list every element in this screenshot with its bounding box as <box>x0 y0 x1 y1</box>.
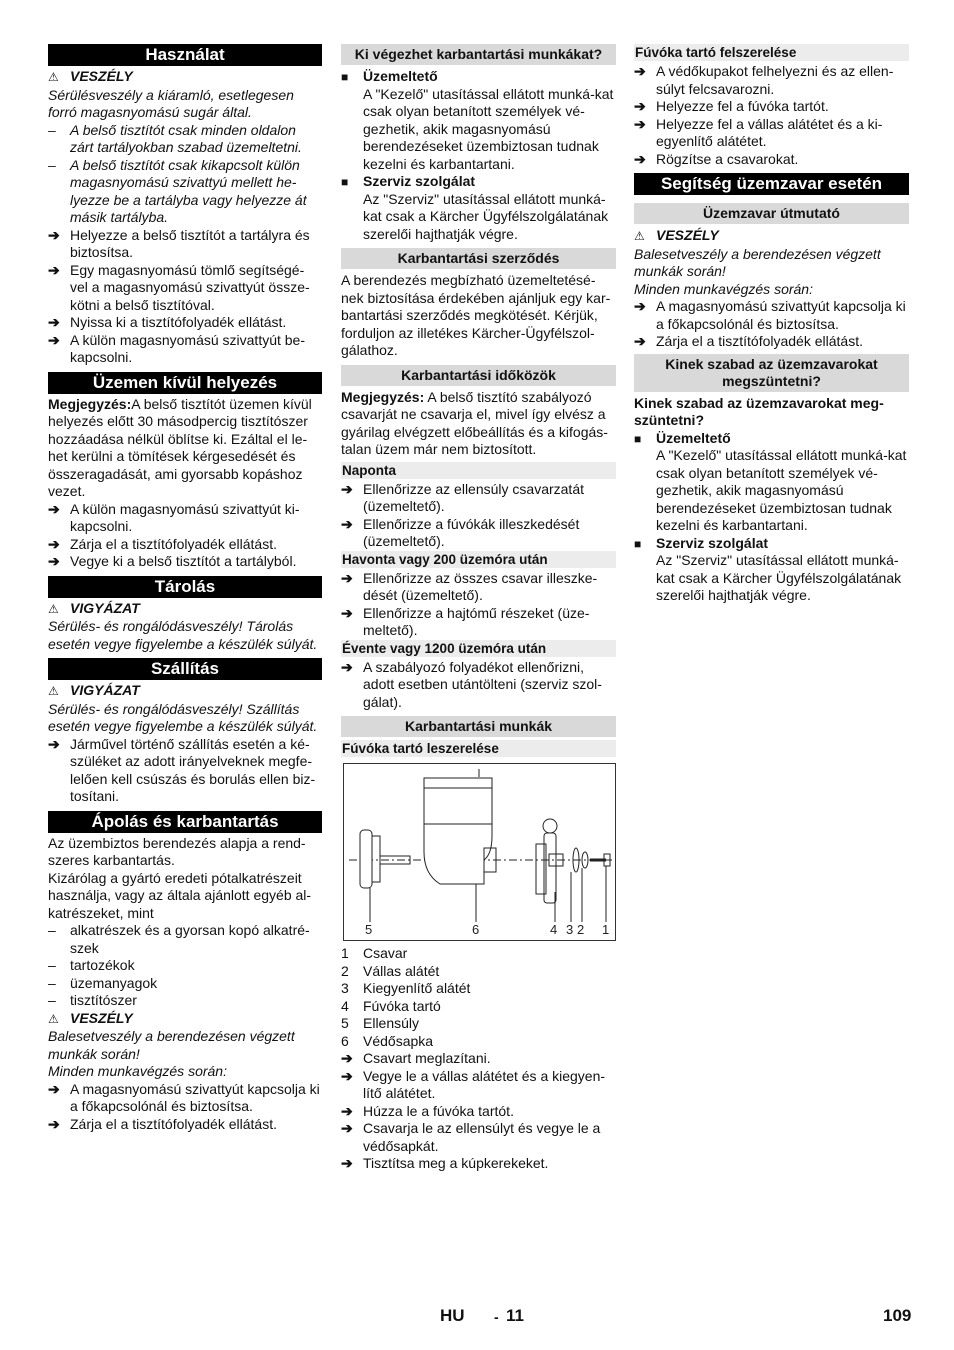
step-text: Húzza le a fúvóka tartót. <box>363 1102 514 1119</box>
dash-text: üzemanyagok <box>70 974 158 991</box>
step-text: Vegye le a vállas alátétet és a kiegyen-lítő alátétet. <box>363 1067 606 1101</box>
square-bullet-icon: ■ <box>634 431 642 446</box>
step-item <box>48 1116 322 1134</box>
nozzle-tip <box>543 819 557 833</box>
part-name: Kiegyenlítő alátét <box>363 980 471 996</box>
dash-item <box>48 992 322 1010</box>
figure-label: 6 <box>472 922 480 937</box>
step-text: Ellenőrizze az ellensúly csavarzatát (üzemeltető). <box>363 480 584 514</box>
warning-word: VESZÉLY <box>70 68 133 84</box>
square-bullet-icon: ■ <box>341 175 349 189</box>
warning-word: VESZÉLY <box>70 1009 133 1026</box>
note-text: A belső tisztító szabályozó csavarját ne csavarja el, mivel így elvész a gyárilag elvégzett előbeállítás és a kifogás-talan üzem már nem biztosított. <box>341 388 608 457</box>
footer-chapter-page: 11 <box>506 1306 524 1325</box>
warning-text: Sérülés- és rongálódásveszély! Tárolás esetén vegye figyelembe a készülék súlyát. <box>48 618 318 652</box>
part-name: Fúvóka tartó <box>363 997 441 1014</box>
section-title-hasznalat: Használat <box>48 44 322 66</box>
step-item <box>341 1103 616 1121</box>
role-text: A "Kezelő" utasítással ellátott munká-kat csak olyan betanított személyek vé-gezhetik, akik magasnyomású berendezéseket üzembiztosan tudnak kezelni és karbantartani. <box>656 447 907 533</box>
note-label: Megjegyzés: <box>48 395 132 412</box>
interval-heading: Havonta vagy 200 üzemóra után <box>341 551 616 568</box>
note-text: A belső tisztítót üzemen kívül helyezés előtt 30 másodpercig tisztítószer hozzáadása nélkül öblítse ki. Ezáltal el le-het kerülni a tömítések kérgesedését és összeragadását, ami gyorsabb kopáshoz vezet. <box>48 395 312 499</box>
dash-text: alkatrészek és a gyorsan kopó alkatré-szek <box>70 922 310 956</box>
subsection-title: Karbantartási munkák <box>341 716 616 737</box>
warning-triangle-icon: ⚠ <box>48 684 59 698</box>
dash-icon: – <box>48 992 56 1008</box>
procedure-heading: Fúvóka tartó felszerelése <box>634 44 909 61</box>
arrow-right-icon: ➔ <box>634 333 646 349</box>
step-text: Zárja el a tisztítófolyadék ellátást. <box>656 333 863 349</box>
part-number: 5 <box>341 1015 349 1031</box>
role-text: Az "Szerviz" utasítással ellátott munká-kat csak a Kärcher Ügyfélszolgálatának szerelői hajthatják végre. <box>656 552 902 603</box>
bold-question: Kinek szabad az üzemzavarokat meg-szüntetni? <box>634 394 884 428</box>
warning-label <box>48 68 322 87</box>
parts-list-item <box>341 945 616 963</box>
arrow-right-icon: ➔ <box>341 569 353 586</box>
part-number: 6 <box>341 1032 349 1049</box>
section-title-szallitas: Szállítás <box>48 658 322 680</box>
nozzle-holder-figure <box>343 763 616 941</box>
figure-label: 3 <box>566 922 574 937</box>
subsection-title: Karbantartási időközök <box>341 365 616 386</box>
part-number: 2 <box>341 962 349 979</box>
step-item <box>48 1081 322 1116</box>
part-number: 3 <box>341 980 349 996</box>
warning-label <box>634 227 909 246</box>
arrow-right-icon: ➔ <box>48 1080 60 1097</box>
parts-list-item <box>341 1015 616 1033</box>
parts-list-item <box>341 963 616 981</box>
subsection-title: Karbantartási szerződés <box>341 248 616 269</box>
arrow-right-icon: ➔ <box>341 658 353 675</box>
dash-item <box>48 922 322 957</box>
step-item <box>341 605 616 640</box>
dash-icon: – <box>48 121 56 138</box>
arrow-right-icon: ➔ <box>341 604 353 621</box>
warning-label <box>48 1010 322 1029</box>
step-text: A szabályozó folyadékot ellenőrizni, adott esetben utántölteni (szerviz szol-gálat). <box>363 658 602 710</box>
footer-language: HU <box>440 1306 465 1325</box>
figure-label: 4 <box>550 922 558 937</box>
arrow-right-icon: ➔ <box>341 1102 353 1119</box>
dash-text: A belső tisztítót csak minden oldalon zárt tartályokban szabad üzemeltetni. <box>70 121 302 155</box>
step-item <box>341 481 616 516</box>
step-text: A külön magasnyomású szivattyút ki-kapcsolni. <box>70 500 300 534</box>
step-item <box>341 570 616 605</box>
step-text: Járművel történő szállítás esetén a ké-szüléket az adott irányelveknek megfe-lelően kell csúszás és borulás ellen biz-tosítani. <box>70 735 316 804</box>
dash-icon: – <box>48 974 56 991</box>
step-text: Egy magasnyomású tömlő segítségé-vel a magasnyomású szivattyút össze-kötni a belső tisztítóval. <box>70 261 310 313</box>
warning-text: Sérülésveszély a kiáramló, esetlegesen forró magasnyomású sugár által. <box>48 86 294 120</box>
dash-item <box>48 957 322 975</box>
step-item <box>48 536 322 554</box>
parts-list-item <box>341 998 616 1016</box>
subsection-title: Kinek szabad az üzemzavarokat megszüntetni? <box>634 354 909 392</box>
warning-text: Minden munkavégzés során: <box>634 280 813 297</box>
dash-icon: – <box>48 156 56 173</box>
part-number: 4 <box>341 997 349 1014</box>
parts-list-item <box>341 980 616 998</box>
step-item <box>634 63 909 98</box>
footer-page-number: 109 <box>883 1306 912 1325</box>
protective-cap <box>424 778 492 884</box>
dash-item <box>48 157 322 227</box>
arrow-right-icon: ➔ <box>341 1155 353 1171</box>
square-bullet-icon: ■ <box>634 536 642 551</box>
arrow-right-icon: ➔ <box>48 261 60 278</box>
parts-list-item <box>341 1033 616 1051</box>
warning-text: Balesetveszély a berendezésen végzett munkák során! <box>634 245 881 279</box>
arrow-right-icon: ➔ <box>48 1115 60 1132</box>
warning-word: VIGYÁZAT <box>70 599 140 616</box>
step-item <box>48 501 322 536</box>
paragraph: Az üzembiztos berendezés alapja a rend-szeres karbantartás. <box>48 834 306 868</box>
warning-triangle-icon: ⚠ <box>48 1011 59 1026</box>
role-text: A "Kezelő" utasítással ellátott munká-kat csak olyan betanított személyek vé-gezhetik, akik magasnyomású berendezéseket üzembiztosan tudnak kezelni és karbantartani. <box>363 85 614 172</box>
part-name: Ellensúly <box>363 1015 420 1031</box>
step-item <box>634 98 909 116</box>
role-label: Szerviz szolgálat <box>656 534 769 551</box>
warning-word: VESZÉLY <box>656 227 719 243</box>
counterweight-ring <box>372 836 380 882</box>
step-text: Ellenőrizze a hajtómű részeket (üze-meltető). <box>363 604 590 638</box>
paragraph: A berendezés megbízható üzemeltetésé-nek biztosítása érdekében ajánljuk egy kar-bantartási szerződés megkötését. Kérjük, forduljon az illetékes Kärcher-Ügyfélszol-gálathoz. <box>341 272 611 358</box>
dash-icon: – <box>48 922 56 938</box>
subsection-title: Üzemzavar útmutató <box>634 203 909 224</box>
arrow-right-icon: ➔ <box>341 515 353 532</box>
figure-label: 2 <box>577 922 585 937</box>
dash-item <box>48 122 322 157</box>
step-text: Zárja el a tisztítófolyadék ellátást. <box>70 535 277 552</box>
step-text: Tisztítsa meg a kúpkerekeket. <box>363 1155 549 1171</box>
exploded-diagram <box>344 764 615 940</box>
arrow-right-icon: ➔ <box>341 1120 353 1136</box>
warning-label <box>48 600 322 619</box>
arrow-right-icon: ➔ <box>634 298 646 314</box>
step-text: Csavart meglazítani. <box>363 1050 491 1066</box>
dash-text: tisztítószer <box>70 992 137 1008</box>
step-item <box>341 516 616 551</box>
role-label: Üzemeltető <box>363 68 438 84</box>
arrow-right-icon: ➔ <box>341 1067 353 1084</box>
step-text: Ellenőrizze az összes csavar illeszke-dését (üzemeltető). <box>363 569 598 603</box>
dash-text: A belső tisztítót csak kikapcsolt külön magasnyomású szivattyú mellett he-lyezze be a tartályba vagy helyezze át másik tartályba. <box>70 156 307 225</box>
figure-label: 1 <box>602 922 610 937</box>
section-title-tarolas: Tárolás <box>48 576 322 598</box>
note-paragraph <box>341 389 616 459</box>
arrow-right-icon: ➔ <box>341 1050 353 1066</box>
dash-icon: – <box>48 957 56 973</box>
arrow-right-icon: ➔ <box>634 98 646 114</box>
subsection-title: Ki végezhet karbantartási munkákat? <box>341 44 616 65</box>
step-item <box>48 332 322 367</box>
warning-word: VIGYÁZAT <box>70 682 140 698</box>
step-text: A magasnyomású szivattyút kapcsolja ki a főkapcsolónál és biztosítsa. <box>70 1080 320 1114</box>
role-label: Üzemeltető <box>656 429 731 446</box>
step-item <box>48 553 322 571</box>
step-text: Helyezze a belső tisztítót a tartályra és biztosítsa. <box>70 226 310 260</box>
part-name: Vállas alátét <box>363 962 440 979</box>
section-title-uzemen-kivul: Üzemen kívül helyezés <box>48 372 322 394</box>
paragraph: Kizárólag a gyártó eredeti pótalkatrészeit használja, vagy az általa ajánlott egyéb al-katrészeket, mint <box>48 869 312 921</box>
column-2 <box>341 44 616 1173</box>
figure-label: 5 <box>365 922 373 937</box>
arrow-right-icon: ➔ <box>634 115 646 132</box>
warning-text: Sérülés- és rongálódásveszély! Szállítás esetén vegye figyelembe a készülék súlyát. <box>48 700 318 734</box>
warning-text: Balesetveszély a berendezésen végzett munkák során! <box>48 1028 295 1062</box>
arrow-right-icon: ➔ <box>48 331 60 348</box>
step-item <box>48 736 322 806</box>
step-item <box>48 314 322 332</box>
counterweight <box>360 830 372 888</box>
arrow-right-icon: ➔ <box>48 553 60 569</box>
step-text: Nyissa ki a tisztítófolyadék ellátást. <box>70 314 287 330</box>
note-paragraph <box>48 396 322 501</box>
note-label: Megjegyzés: <box>341 388 425 405</box>
step-item <box>48 227 322 262</box>
arrow-right-icon: ➔ <box>634 150 646 167</box>
step-text: A külön magasnyomású szivattyút be-kapcsolni. <box>70 331 306 365</box>
step-item <box>634 298 909 333</box>
procedure-heading: Fúvóka tartó leszerelése <box>341 740 616 757</box>
role-item <box>634 430 909 448</box>
step-item <box>341 1155 616 1173</box>
step-text: Helyezze fel a fúvóka tartót. <box>656 98 829 114</box>
arrow-right-icon: ➔ <box>48 314 60 330</box>
step-item <box>341 1120 616 1155</box>
step-item <box>634 333 909 351</box>
step-item <box>48 262 322 315</box>
warning-label <box>48 682 322 701</box>
step-text: Rögzítse a csavarokat. <box>656 150 799 167</box>
step-item <box>341 659 616 712</box>
section-title-segitseg: Segítség üzemzavar esetén <box>634 173 909 195</box>
step-text: A magasnyomású szivattyút kapcsolja ki a főkapcsolónál és biztosítsa. <box>656 298 906 332</box>
part-number: 1 <box>341 945 349 961</box>
step-item <box>634 116 909 151</box>
column-1 <box>48 44 322 1133</box>
step-item <box>341 1050 616 1068</box>
role-item <box>634 535 909 553</box>
section-title-apolas: Ápolás és karbantartás <box>48 811 322 833</box>
step-text: Zárja el a tisztítófolyadék ellátást. <box>70 1115 277 1132</box>
footer-separator: - <box>494 1309 499 1325</box>
interval-heading: Évente vagy 1200 üzemóra után <box>341 640 616 657</box>
part-name: Védősapka <box>363 1032 434 1049</box>
role-label: Szerviz szolgálat <box>363 173 476 189</box>
square-bullet-icon: ■ <box>341 70 349 84</box>
step-text: Vegye ki a belső tisztítót a tartályból. <box>70 553 297 569</box>
warning-text: Minden munkavégzés során: <box>48 1063 227 1079</box>
step-item <box>341 1068 616 1103</box>
column-3 <box>634 44 909 605</box>
dash-item <box>48 975 322 993</box>
step-text: A védőkupakot felhelyezni és az ellen-súlyt felcsavarozni. <box>656 63 894 97</box>
dash-text: tartozékok <box>70 957 135 973</box>
arrow-right-icon: ➔ <box>48 535 60 552</box>
arrow-right-icon: ➔ <box>48 500 60 517</box>
warning-triangle-icon: ⚠ <box>48 601 59 616</box>
step-text: Csavarja le az ellensúlyt és vegye le a védősapkát. <box>363 1120 601 1154</box>
arrow-right-icon: ➔ <box>48 735 60 752</box>
role-item <box>341 68 616 86</box>
step-text: Helyezze fel a vállas alátétet és a ki-egyenlítő alátétet. <box>656 115 883 149</box>
warning-triangle-icon: ⚠ <box>634 229 645 243</box>
part-name: Csavar <box>363 945 408 961</box>
step-text: Ellenőrizze a fúvókák illeszkedését (üzemeltető). <box>363 515 580 549</box>
arrow-right-icon: ➔ <box>341 480 353 497</box>
role-text: Az "Szerviz" utasítással ellátott munká-kat csak a Kärcher Ügyfélszolgálatának szerelői hajthatják végre. <box>363 190 609 242</box>
arrow-right-icon: ➔ <box>634 63 646 79</box>
warning-triangle-icon: ⚠ <box>48 70 59 84</box>
step-item <box>634 151 909 169</box>
interval-heading: Naponta <box>341 462 616 479</box>
role-item <box>341 173 616 191</box>
arrow-right-icon: ➔ <box>48 226 60 243</box>
